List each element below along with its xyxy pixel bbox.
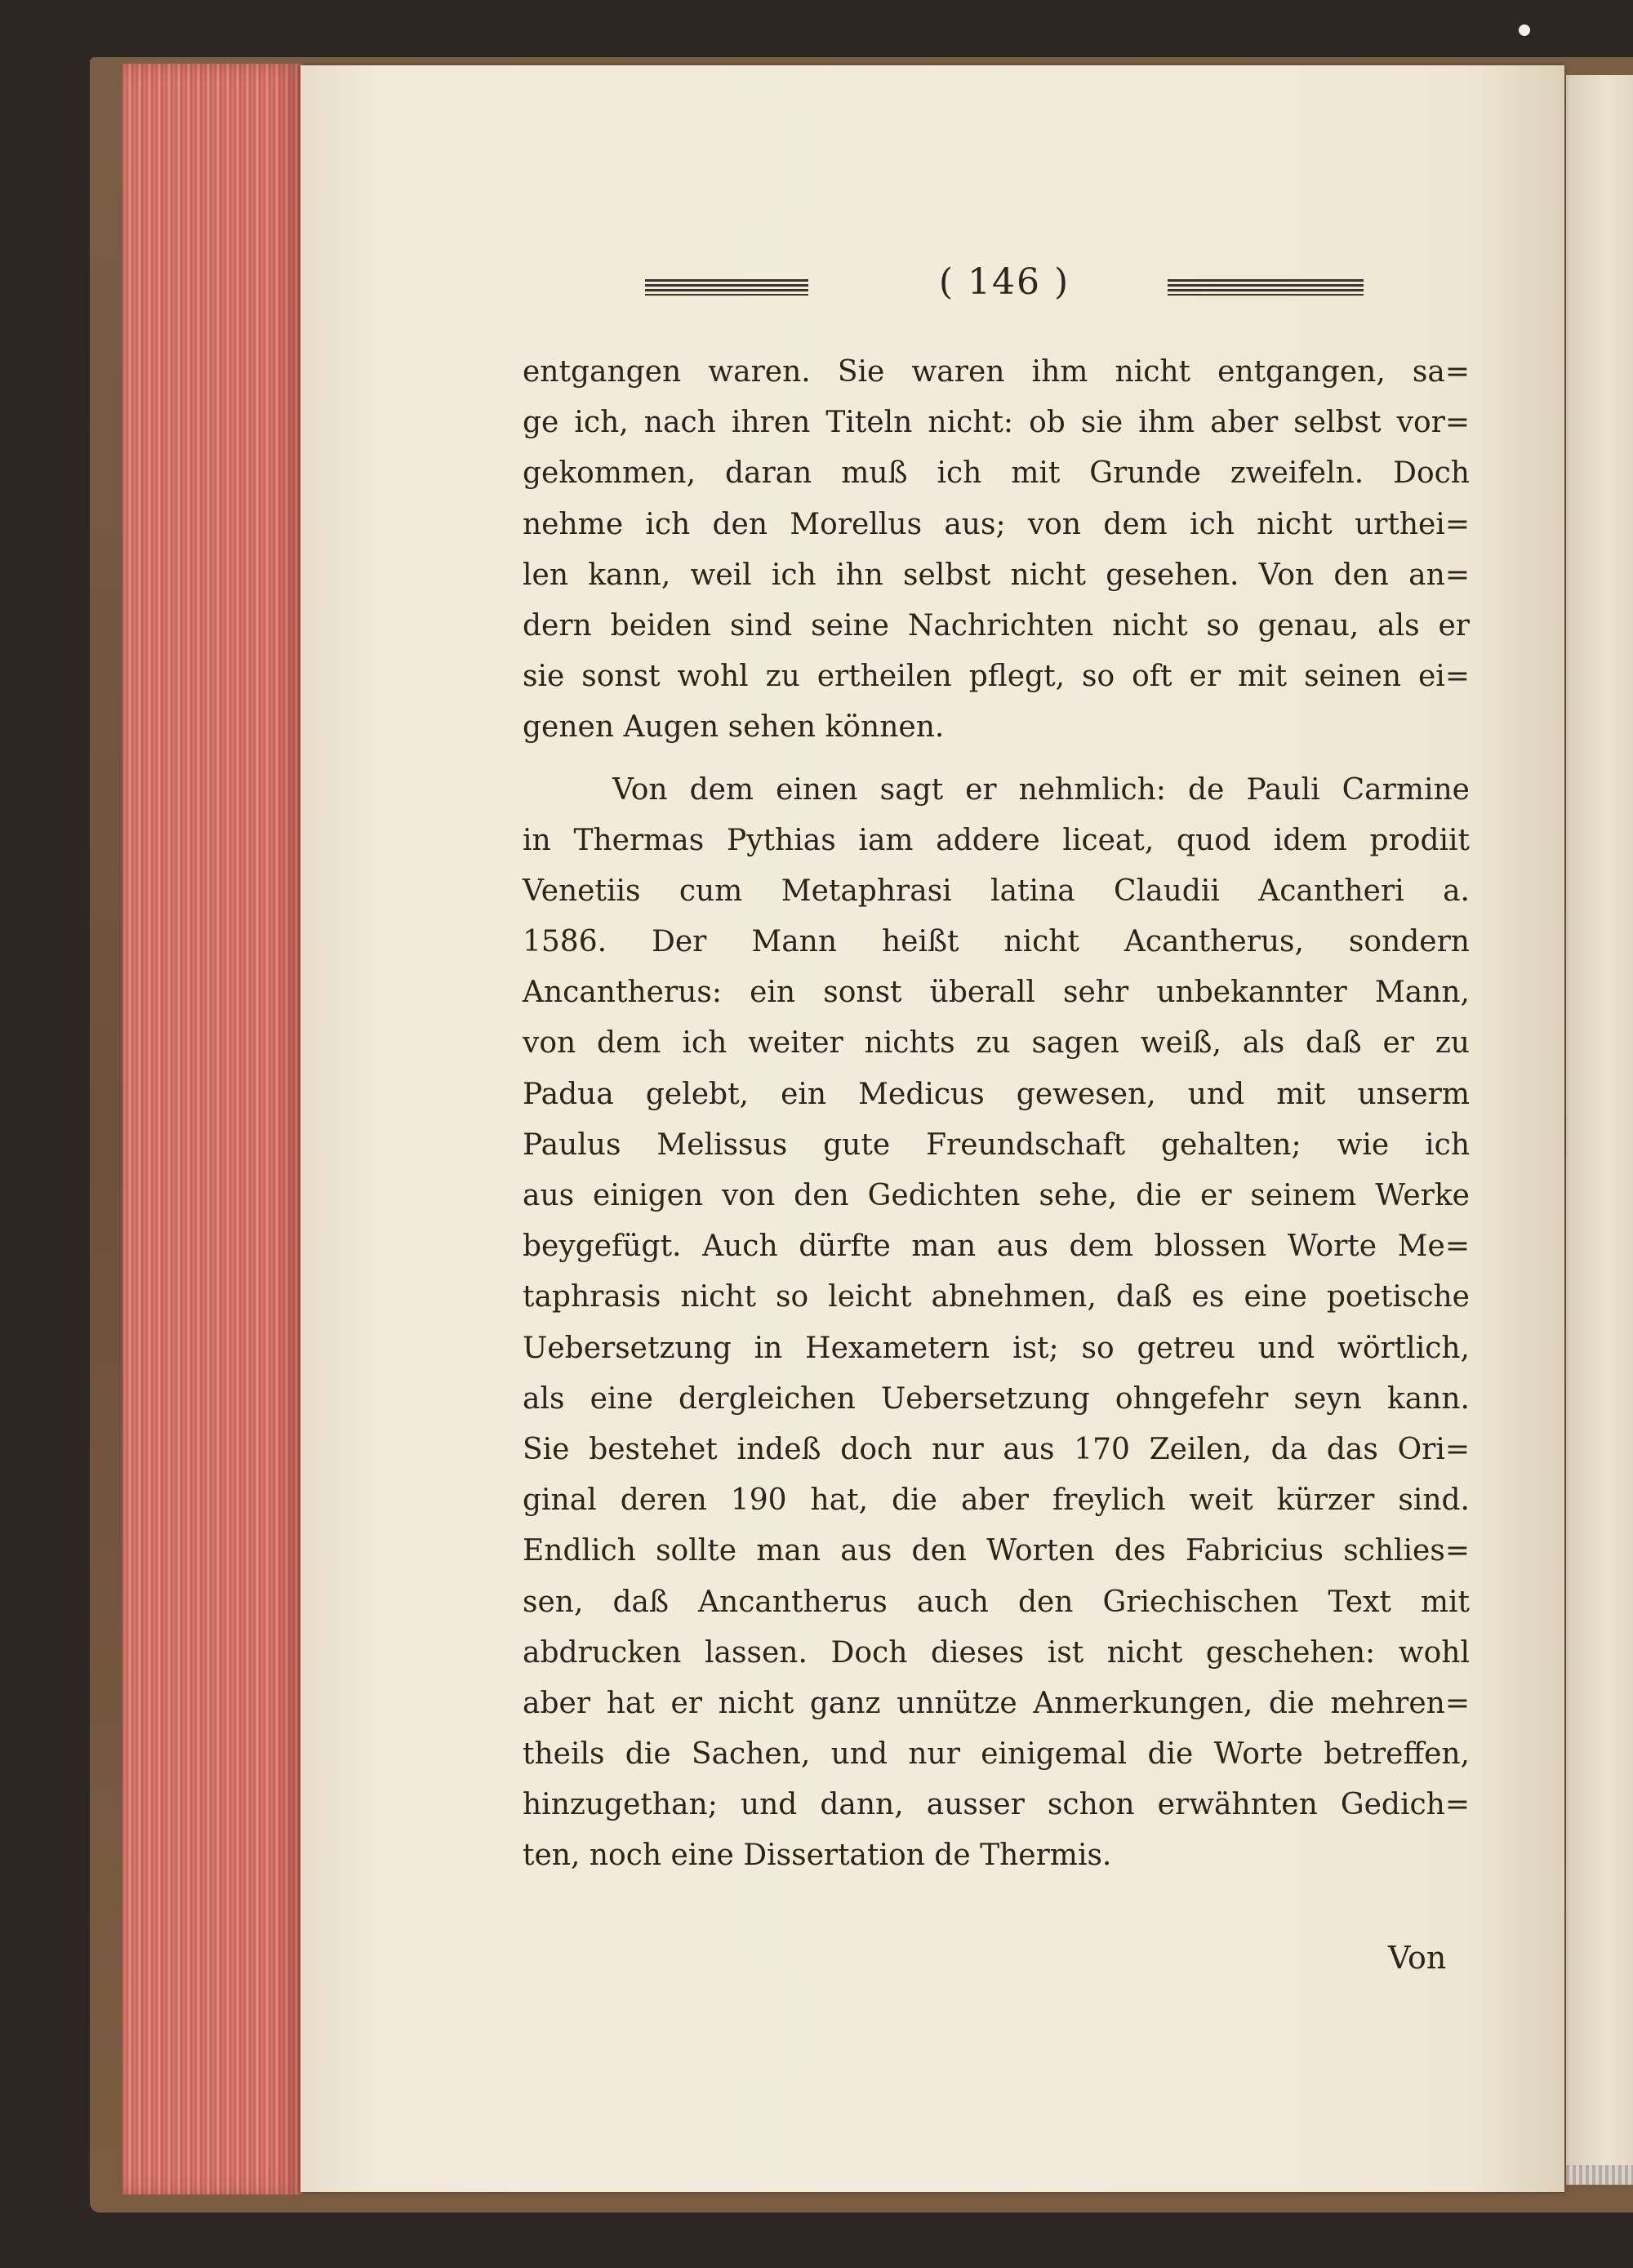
text-line: beygefügt. Auch dürfte man aus dem blossen Worte Me= [523, 1230, 1470, 1264]
text-line: dern beiden sind seine Nachrichten nicht so genau, als er [523, 608, 1470, 643]
text-line: taphrasis nicht so leicht abnehmen, daß es eine poetische [523, 1280, 1470, 1314]
text-line: 1586. Der Mann heißt nicht Acantherus, sondern [523, 925, 1470, 959]
facing-page-edge [1566, 75, 1633, 2165]
text-line: gekommen, daran muß ich mit Grunde zweifeln. Doch [523, 456, 1470, 491]
page-edges [122, 64, 302, 2195]
page-header [645, 261, 1364, 318]
body-text [523, 347, 1470, 1882]
text-line: sen, daß Ancantherus auch den Griechischen Text mit [523, 1585, 1470, 1619]
headband [1566, 2165, 1633, 2185]
text-line: als eine dergleichen Uebersetzung ohngefehr seyn kann. [523, 1381, 1470, 1416]
text-line: hinzugethan; und dann, ausser schon erwähnten Gedich= [523, 1788, 1470, 1822]
text-line: Ancantherus: ein sonst überall sehr unbekannter Mann, [523, 976, 1470, 1010]
text-line: ginal deren 190 hat, die aber freylich weit kürzer sind. [523, 1483, 1470, 1518]
text-line: theils die Sachen, und nur einigemal die Worte betreffen, [523, 1737, 1470, 1772]
text-line: ge ich, nach ihren Titeln nicht: ob sie ihm aber selbst vor= [523, 406, 1470, 440]
text-line: Von dem einen sagt er nehmlich: de Pauli Carmine [612, 772, 1470, 807]
text-line: Venetiis cum Metaphrasi latina Claudii Acantheri a. [523, 874, 1470, 908]
text-line: abdrucken lassen. Doch dieses ist nicht geschehen: wohl [523, 1635, 1470, 1670]
page-number: ( 146 ) [938, 261, 1070, 303]
text-line: Uebersetzung in Hexametern ist; so getreu und wörtlich, [523, 1331, 1470, 1365]
text-line: ten, noch eine Dissertation de Thermis. [523, 1839, 1112, 1873]
text-line: len kann, weil ich ihn selbst nicht gesehen. Von den an= [523, 558, 1470, 592]
catchword: Von [1388, 1940, 1447, 1976]
text-line: sie sonst wohl zu ertheilen pflegt, so oft er mit seinen ei= [523, 660, 1470, 694]
text-line: aus einigen von den Gedichten sehe, die er seinem Werke [523, 1179, 1470, 1212]
text-line: aber hat er nicht ganz unnütze Anmerkungen, die mehren= [523, 1686, 1470, 1720]
text-line: genen Augen sehen können. [523, 710, 945, 745]
text-line: nehme ich den Morellus aus; von dem ich nicht urthei= [523, 507, 1470, 541]
text-line: in Thermas Pythias iam addere liceat, quod idem prodiit [523, 823, 1470, 857]
spot-mark [1519, 24, 1530, 36]
text-line: Endlich sollte man aus den Worten des Fabricius schlies= [523, 1534, 1470, 1568]
text-line: von dem ich weiter nichts zu sagen weiß, als daß er zu [523, 1026, 1470, 1061]
text-line: Sie bestehet indeß doch nur aus 170 Zeilen, da das Ori= [523, 1432, 1470, 1466]
header-rule-left [645, 279, 808, 296]
text-line: entgangen waren. Sie waren ihm nicht entgangen, sa= [523, 355, 1470, 389]
text-line: Padua gelebt, ein Medicus gewesen, und mit unserm [523, 1077, 1470, 1111]
header-rule-right [1168, 279, 1364, 296]
text-line: Paulus Melissus gute Freundschaft gehalten; wie ich [523, 1127, 1470, 1162]
